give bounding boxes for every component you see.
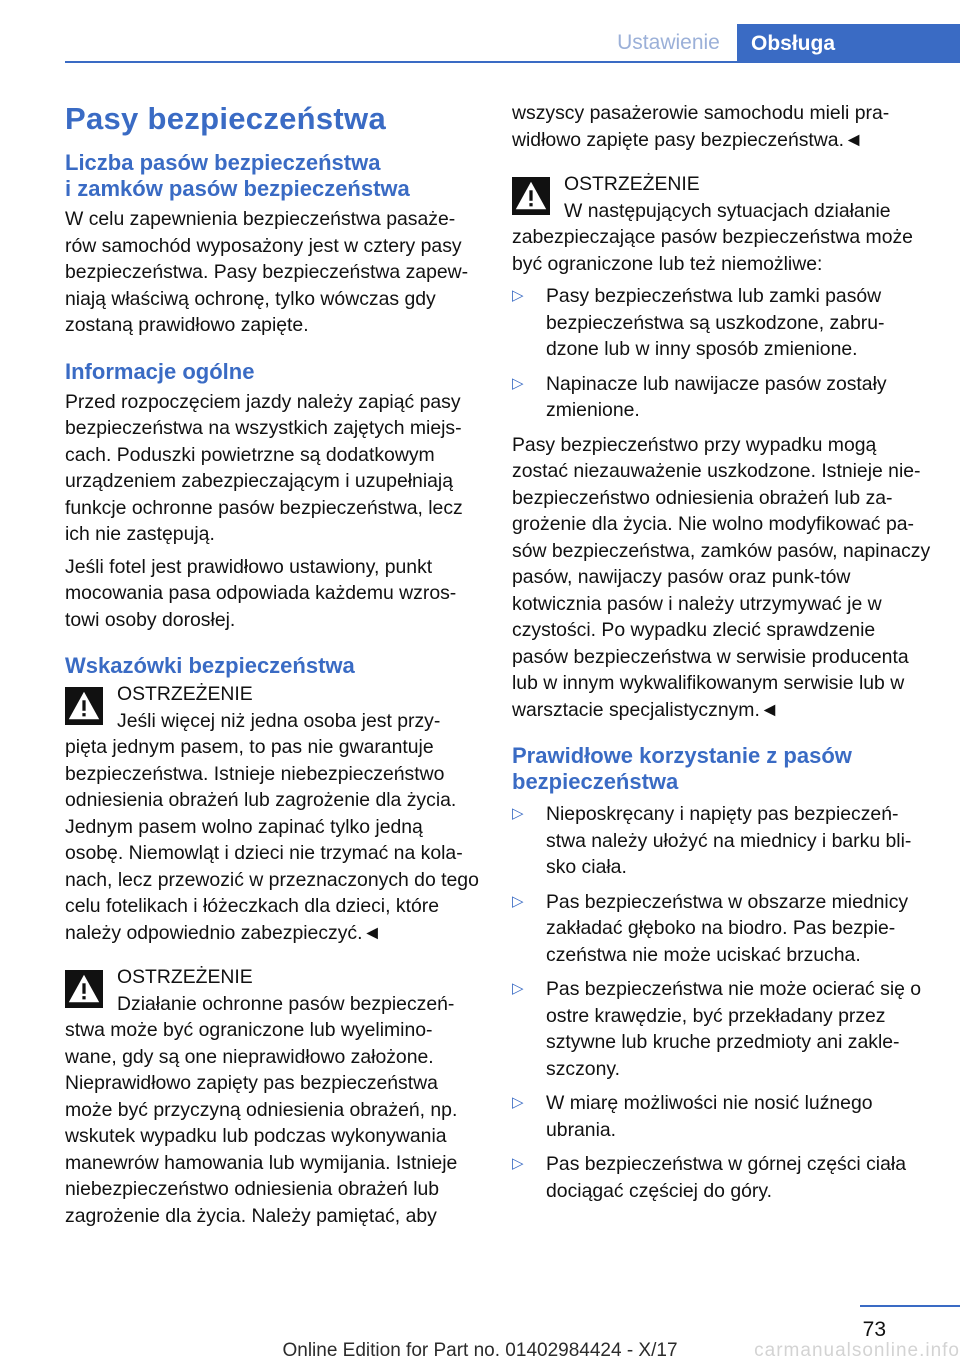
warning-triangle-icon [512, 177, 550, 215]
triangle-bullet-icon: ▷ [512, 805, 524, 822]
list-item-text: Pas bezpieczeństwa nie może ocierać się o ostre krawędzie, być przekładany przez sztywne lub kruche przedmioty ani zakle-szczony. [546, 978, 922, 1080]
list-item [512, 1151, 932, 1204]
header-rule [65, 61, 960, 63]
warning-block-3 [512, 171, 932, 277]
paragraph-belt-count: W celu zapewnienia bezpieczeństwa pasaże-rów samochód wyposażony jest w cztery pasy bezpieczeństwa. Pasy bezpieczeństwa zapew-niają właściwą ochronę, tylko wówczas gdy zostaną prawidłowo zapięte. [65, 208, 469, 336]
list-item-text: Pasy bezpieczeństwa lub zamki pasów bezpieczeństwa są uszkodzone, zabru-dzone lub w inny sposób zmienione. [546, 285, 885, 360]
triangle-bullet-icon: ▷ [512, 287, 524, 304]
condition-list [512, 283, 932, 424]
warning-text: zabezpieczające pasów bezpieczeństwa może być ograniczone lub też niemożliwe: [512, 226, 913, 275]
usage-list [512, 801, 932, 1204]
warning-triangle-icon [65, 970, 103, 1008]
triangle-bullet-icon: ▷ [512, 1155, 524, 1172]
list-item [512, 976, 932, 1082]
footer-edition: Online Edition for Part no. 01402984424 - X/17 [282, 1340, 678, 1361]
warning-title: OSTRZEŻENIE [117, 683, 253, 705]
heading-general-info: Informacje ogólne [65, 358, 255, 384]
list-item-text: Pas bezpieczeństwa w górnej części ciała dociągać częściej do góry. [546, 1153, 906, 1202]
warning-triangle-icon [65, 687, 103, 725]
warning-head [512, 171, 932, 224]
right-column [512, 100, 932, 1212]
list-item-text: Pas bezpieczeństwa w obszarze miednicy zakładać głęboko na biodro. Pas bezpie-czeństwa nie może uciskać brzucha. [546, 890, 909, 966]
left-column [65, 100, 479, 1229]
warning-first-line: Działanie ochronne pasów bezpieczeń- [117, 992, 455, 1015]
page-title: Pasy bezpieczeństwa [65, 101, 387, 136]
list-item [512, 889, 932, 969]
paragraph-continuation: wszyscy pasażerowie samochodu mieli pra-widłowo zapięte pasy bezpieczeństwa.◄ [512, 102, 890, 151]
heading-belt-count-line2: i zamków pasów bezpieczeństwa [65, 176, 410, 201]
triangle-bullet-icon: ▷ [512, 374, 524, 392]
list-item [512, 1090, 932, 1143]
warning-first-line: W następujących sytuacjach działanie [564, 199, 891, 222]
list-item-text: Nieposkręcany i napięty pas bezpieczeń-stwa należy ułożyć na miednicy i barku bli-sko ciała. [546, 803, 912, 878]
list-item [512, 371, 932, 424]
paragraph-general-2: Jeśli fotel jest prawidłowo ustawiony, punkt mocowania pasa odpowiada każdemu wzros-towi osoby dorosłej. [65, 555, 457, 631]
header-tab-ustawienie[interactable]: Ustawienie [617, 31, 720, 54]
warning-text: pięta jednym pasem, to pas nie gwarantuje bezpieczeństwa. Istnieje niebezpieczeństwo odniesienia obrażeń lub zagrożenie dla życia. Jednym pasem wolno zapinać tylko jedną osobę. Niemowląt i dzieci nie trzymać na kola-nach, lecz przewozić w przeznaczonych do tego celu fotelikach i łóżeczkach dla dzieci, które należy odpowiednio zabezpieczyć.◄ [65, 736, 479, 944]
paragraph-general-1: Przed rozpoczęciem jazdy należy zapiąć pasy bezpieczeństwa na wszystkich zajętych miejs-cach. Poduszki powietrzne są dodatkowym urządzeniem zabezpieczającym i uzupełniają funkcje ochronne pasów bezpieczeństwa, lecz ich nie zastępują. [65, 390, 463, 545]
warning-head [65, 964, 479, 1017]
list-item-text: Napinacze lub nawijacze pasów zostały zmienione. [546, 372, 887, 421]
warning-first-line: Jeśli więcej niż jedna osoba jest przy- [117, 709, 441, 732]
warning-block-2 [65, 964, 479, 1229]
heading-safety-notes: Wskazówki bezpieczeństwa [65, 653, 355, 678]
triangle-bullet-icon: ▷ [512, 980, 524, 997]
list-item [512, 801, 932, 881]
watermark: carmanualsonline.info [754, 1340, 960, 1361]
list-item [512, 283, 932, 363]
header-tab-obsluga[interactable]: Obsługa [737, 24, 960, 63]
warning-head [65, 681, 479, 734]
warning-title: OSTRZEŻENIE [117, 966, 253, 988]
heading-belt-count [65, 150, 479, 202]
warning-title: OSTRZEŻENIE [564, 173, 700, 195]
list-item-text: W miarę możliwości nie nosić luźnego ubrania. [546, 1092, 873, 1141]
triangle-bullet-icon: ▷ [512, 892, 524, 910]
paragraph-after-accident: Pasy bezpieczeństwo przy wypadku mogą zostać niezauważenie uszkodzone. Istnieje nie-bezpieczeństwo odniesienia obrażeń lub za-grożenie dla życia. Nie wolno modyfikować pa-sów bezpieczeństwa, zamków pasów, napinaczy pasów, nawijaczy pasów oraz punk-tów kotwicznia pasów i należy utrzymywać je w czystości. Po wypadku zlecić sprawdzenie pasów bezpieczeństwa w serwisie producenta lub w innym wykwalifikowanym serwisie lub w warsztacie specjalistycznym.◄ [512, 433, 931, 721]
page-number: 73 [862, 1318, 886, 1341]
triangle-bullet-icon: ▷ [512, 1094, 524, 1111]
heading-belt-count-line1: Liczba pasów bezpieczeństwa [65, 150, 381, 175]
warning-text: stwa może być ograniczone lub wyelimino-wane, gdy są one nieprawidłowo założone. Nieprawidłowo zapięty pas bezpieczeństwa może być przyczyną odniesienia obrażeń, np. wskutek wypadku lub podczas wykonywania manewrów hamowania lub wymijania. Istnieje niebezpieczeństwo odniesienia obrażeń lub zagrożenie dla życia. Należy pamiętać, aby [65, 1019, 458, 1227]
warning-block-1 [65, 681, 479, 946]
page-number-rule [860, 1305, 960, 1307]
heading-correct-use: Prawidłowe korzystanie z pasów bezpieczeństwa [512, 743, 852, 794]
